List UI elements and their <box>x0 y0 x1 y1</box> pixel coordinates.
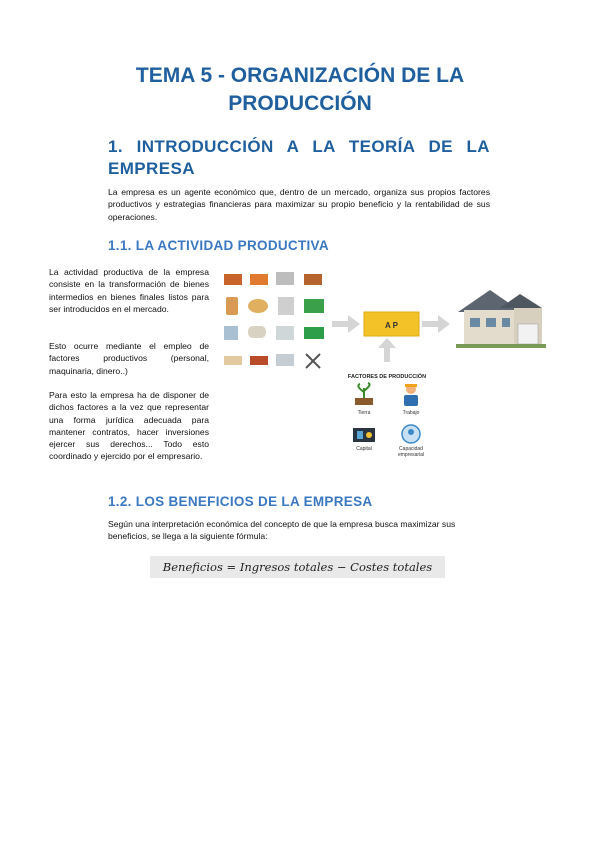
section-1-heading: 1. INTRODUCCIÓN A LA TEORÍA DE LA EMPRESA <box>108 137 490 178</box>
arrow-right-icon <box>332 315 360 333</box>
section-1-1-paragraph-2: Esto ocurre mediante el empleo de factores productivos (personal, maquinaria, dinero..) <box>49 341 209 376</box>
factor-capital-label: Capital <box>356 446 372 452</box>
title-line-1: TEMA 5 - ORGANIZACIÓN DE LA <box>135 64 465 87</box>
raw-materials-icon <box>224 272 324 368</box>
tierra-icon <box>355 383 373 405</box>
section-1-2-paragraph: Según una interpretación económica del concepto de que la empresa busca maximizar sus beneficios, se llega a la siguiente fórmula: <box>108 519 456 542</box>
capital-icon <box>353 428 375 442</box>
factor-capacidad-label-2: empresarial <box>397 452 425 458</box>
page-title <box>60 62 540 118</box>
section-1-1-paragraph-1: La actividad productiva de la empresa consiste en la transformación de bienes intermedios en bienes finales listos para ser introducidos en el mercado. <box>49 267 209 314</box>
section-1-1-paragraph-3: Para esto la empresa ha de disponer de dichos factores a la vez que representar una forma jurídica adecuada para mantener contratos, hacer inversiones ejercer sus derechos... Todo esto coordinado y ejercido por el empresario. <box>49 390 209 462</box>
section-1-1-heading: 1.1. LA ACTIVIDAD PRODUCTIVA <box>108 238 329 253</box>
capacidad-empresarial-icon <box>402 425 420 443</box>
section-1-paragraph: La empresa es un agente económico que, dentro de un mercado, organiza sus propios factores productivos y estrategias financieras para maximizar su propio beneficio y la rentabilidad de sus operaciones. <box>108 187 490 222</box>
profit-formula: Beneficios = Ingresos totales − Costes totales <box>150 556 445 578</box>
ap-label: A P <box>384 321 399 330</box>
production-diagram <box>220 264 550 464</box>
factors-title: FACTORES DE PRODUCCIÓN <box>347 374 427 380</box>
arrow-right-icon-2 <box>422 315 450 333</box>
factor-capacidad-label-1: Capacidad <box>399 446 423 452</box>
title-line-2: PRODUCCIÓN <box>228 92 372 115</box>
trabajo-icon <box>404 384 418 406</box>
arrow-up-icon <box>378 338 396 362</box>
factor-trabajo-label: Trabajo <box>402 410 420 416</box>
section-1-2-heading: 1.2. LOS BENEFICIOS DE LA EMPRESA <box>108 494 373 509</box>
factor-tierra-label: Tierra <box>357 410 371 416</box>
house-icon <box>456 290 546 348</box>
